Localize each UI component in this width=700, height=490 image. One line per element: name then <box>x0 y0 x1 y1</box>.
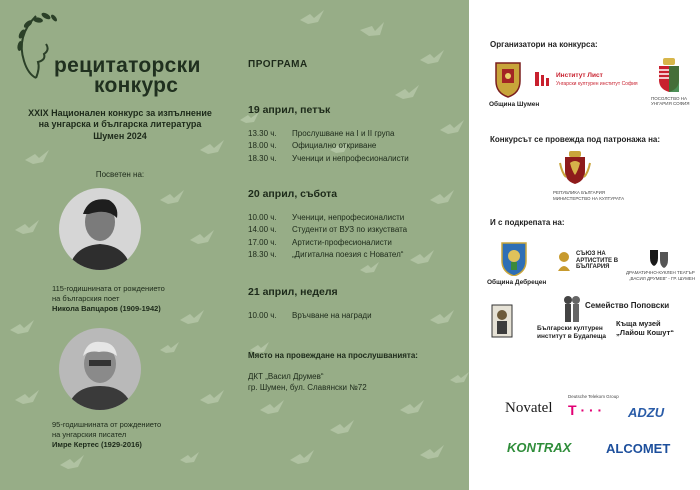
schedule-row <box>248 236 407 249</box>
religious-icon-image <box>491 304 513 338</box>
schedule-time: 10.00 ч. <box>248 212 277 222</box>
schedule-activity: „Дигитална поезия с Новател“ <box>292 250 404 260</box>
cultural-institute-figures-icon <box>561 294 583 324</box>
adzu-logo: ADZU <box>628 405 665 420</box>
alcomet-logo: ALCOMET <box>606 441 671 456</box>
bg-institute-line2: институт в Будапеща <box>537 333 607 340</box>
schedule-row <box>248 127 409 140</box>
novatel-logo: Novatel <box>505 400 553 416</box>
schedule-activity: Студенти от ВУЗ по изкуствата <box>292 225 408 235</box>
person1-line1: 115-годишнината от рождението <box>52 284 165 293</box>
hungarian-embassy-caption: ПОСОЛСТВО НА УНГАРИЯ СОФИЯ <box>651 96 690 106</box>
debrecen-crest-icon <box>499 240 529 276</box>
schedule-time: 13.30 ч. <box>248 128 277 138</box>
contest-city-year: Шумен 2024 <box>93 131 147 141</box>
schedule-activity: Официално откриване <box>292 141 377 151</box>
schedule-time: 18.30 ч. <box>248 250 277 260</box>
liszt-institute-icon <box>534 71 550 87</box>
logo-word-reciting: рецитаторски <box>54 54 201 77</box>
schedule-row <box>248 309 372 322</box>
ministry-line1: РЕПУБЛИКА БЪЛГАРИЯ <box>553 190 606 195</box>
schedule-saturday <box>248 211 407 261</box>
theatre-masks-icon <box>648 248 670 268</box>
schedule-friday <box>248 127 409 165</box>
actors-union-line2: АРТИСТИТЕ В <box>576 257 619 264</box>
schedule-row <box>248 152 409 165</box>
org-shumen-caption: Община Шумен <box>489 101 540 108</box>
theatre-line2: „ВАСИЛ ДРУМЕВ“ - ГР. ШУМЕН <box>629 276 696 281</box>
dedicated-label: Посветен на: <box>95 170 145 179</box>
schedule-activity: Прослушване на I и II група <box>292 128 395 138</box>
actors-union-line3: БЪЛГАРИЯ <box>576 264 610 270</box>
popovski-family: Семейство Поповски <box>585 301 670 310</box>
venue-address: гр. Шумен, бул. Славянски №72 <box>248 383 367 392</box>
contest-logo <box>6 6 226 96</box>
person1-line2: на българския поет <box>52 294 120 303</box>
theatre-line1: ДРАМАТИЧНО-КУКЛЕН ТЕАТЪР <box>626 270 695 275</box>
schedule-time: 18.30 ч. <box>248 153 277 163</box>
schedule-activity: Ученици, непрофесионалисти <box>292 212 405 222</box>
schedule-time: 10.00 ч. <box>248 310 277 320</box>
museum-line1: Къща музей <box>616 319 661 328</box>
bulgaria-coat-of-arms-icon <box>559 151 591 185</box>
venue-name: ДКТ „Васил Друмев“ <box>248 372 324 381</box>
schedule-activity: Ученици и непрофесионалисти <box>292 153 409 163</box>
ministry-line2: МИНИСТЕРСТВО НА КУЛТУРАТА <box>553 196 625 201</box>
schedule-activity: Артисти-професионалисти <box>292 237 392 247</box>
liszt-institute-subtitle: Унгарски културен институт София <box>556 81 638 87</box>
schedule-row <box>248 211 407 224</box>
telekom-logo: T · · · <box>568 402 603 418</box>
schedule-time: 17.00 ч. <box>248 237 277 247</box>
patronage-title: Конкурсът се провежда под патронажа на: <box>490 135 661 144</box>
hungary-coat-of-arms-icon <box>657 58 681 92</box>
portrait-kertesz <box>59 328 141 410</box>
schedule-time: 18.00 ч. <box>248 141 277 151</box>
debrecen-caption: Община Дебрецен <box>487 279 547 286</box>
bg-institute-line1: Български културен <box>537 325 603 332</box>
kontrax-logo: KONTRAX <box>507 440 572 455</box>
schedule-row <box>248 249 407 262</box>
museum-line2: „Лайош Кошут“ <box>616 328 674 337</box>
contest-title <box>2 108 238 130</box>
telekom-group-caption: Deutsche Telekom Group <box>568 394 619 399</box>
actors-union-icon <box>556 251 572 271</box>
person-note-vaptsarov <box>52 284 222 314</box>
person2-line2: на унгарския писател <box>52 430 127 439</box>
contest-title-line2: на унгарска и българска литература <box>38 119 202 129</box>
actors-union-name <box>576 251 618 271</box>
schedule-row <box>248 140 409 153</box>
schedule-row <box>248 224 407 237</box>
actors-union-line1: СЪЮЗ НА <box>576 251 606 257</box>
portrait-vaptsarov <box>59 188 141 270</box>
logo-word-contest: конкурс <box>94 74 179 97</box>
venue-title: Място на провеждане на прослушванията: <box>248 351 418 360</box>
contest-title-line1: XXIX Национален конкурс за изпълнение <box>28 108 212 118</box>
schedule-sunday <box>248 309 372 322</box>
schedule-activity: Връчване на награди <box>292 310 372 320</box>
person-note-kertesz <box>52 420 222 450</box>
schedule-time: 14.00 ч. <box>248 225 277 235</box>
day-title-sunday: 21 април, неделя <box>248 286 338 298</box>
day-title-saturday: 20 април, събота <box>248 188 338 200</box>
support-title: И с подкрепата на: <box>490 218 565 227</box>
kossuth-museum <box>616 319 674 337</box>
program-title: ПРОГРАМА <box>248 59 308 70</box>
day-title-friday: 19 април, петък <box>248 104 331 116</box>
person1-name: Никола Вапцаров (1909-1942) <box>52 304 161 313</box>
person2-name: Имре Кертес (1929-2016) <box>52 440 142 449</box>
liszt-institute-name: Институт Лист <box>556 72 603 79</box>
organizers-title: Организатори на конкурса: <box>490 40 598 49</box>
shumen-crest-icon <box>493 60 523 98</box>
person2-line1: 95-годишнината от рождението <box>52 420 162 429</box>
